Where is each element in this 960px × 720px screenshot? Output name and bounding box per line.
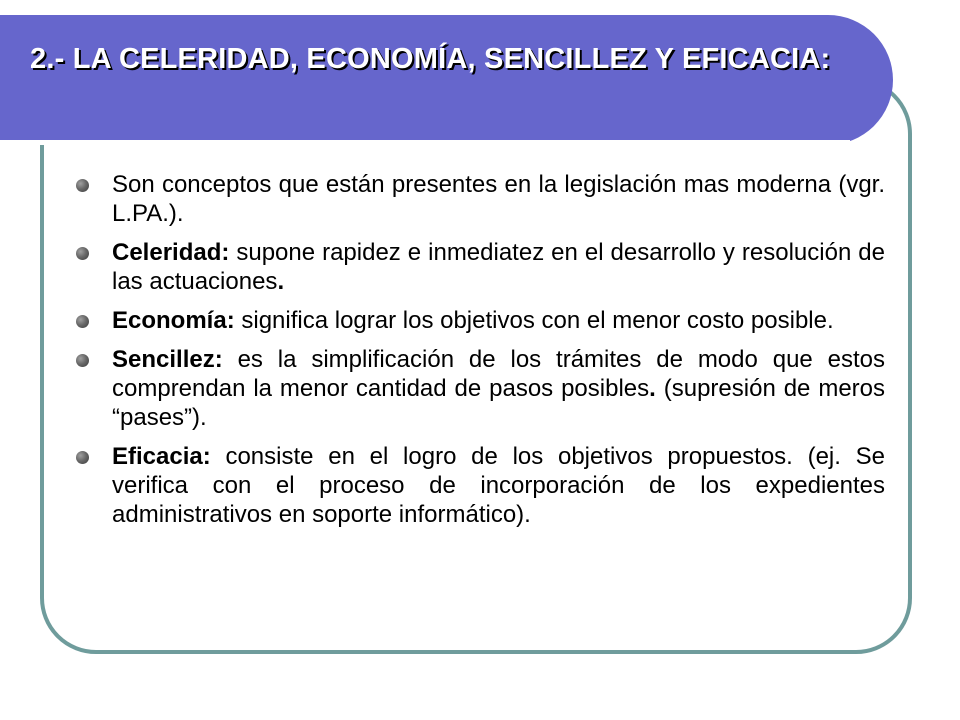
bullet-list [112,170,885,539]
slide-title: 2.- LA CELERIDAD, ECONOMÍA, SENCILLEZ Y EFICACIA: [30,43,831,75]
bullet-item [112,345,885,432]
bullet-item [112,238,885,296]
bullet-text-after: (supresión de meros “pases”). [112,375,886,431]
bullet-text: Son conceptos que están presentes en la legislación mas moderna (vgr. L.PA.). [112,171,885,227]
bullet-tail: . [277,268,285,295]
bullet-item [112,170,885,228]
bullet-item [112,306,885,335]
bullet-icon [76,354,89,367]
bullet-icon [76,179,89,192]
bullet-tail: . [649,375,656,402]
title-underline [0,140,850,145]
bullet-icon [76,451,89,464]
bullet-text: supone rapidez e inmediatez en el desarrollo y resolución de las actuaciones [112,239,885,295]
bullet-icon [76,315,89,328]
bullet-term: Celeridad: [112,239,230,266]
bullet-text: consiste en el logro de los objetivos propuestos. (ej. Se verifica con el proceso de incorporación de los expedientes administrativos en soporte informático). [112,443,885,528]
bullet-term: Economía: [112,307,235,334]
bullet-text: significa lograr los objetivos con el menor costo posible. [234,307,834,334]
bullet-icon [76,247,89,260]
bullet-term: Sencillez: [112,346,223,373]
bullet-text: es la simplificación de los trámites de modo que estos comprendan la menor cantidad de pasos posibles [112,346,885,402]
bullet-item [112,442,885,529]
title-banner [0,15,893,145]
bullet-term: Eficacia: [112,443,211,470]
